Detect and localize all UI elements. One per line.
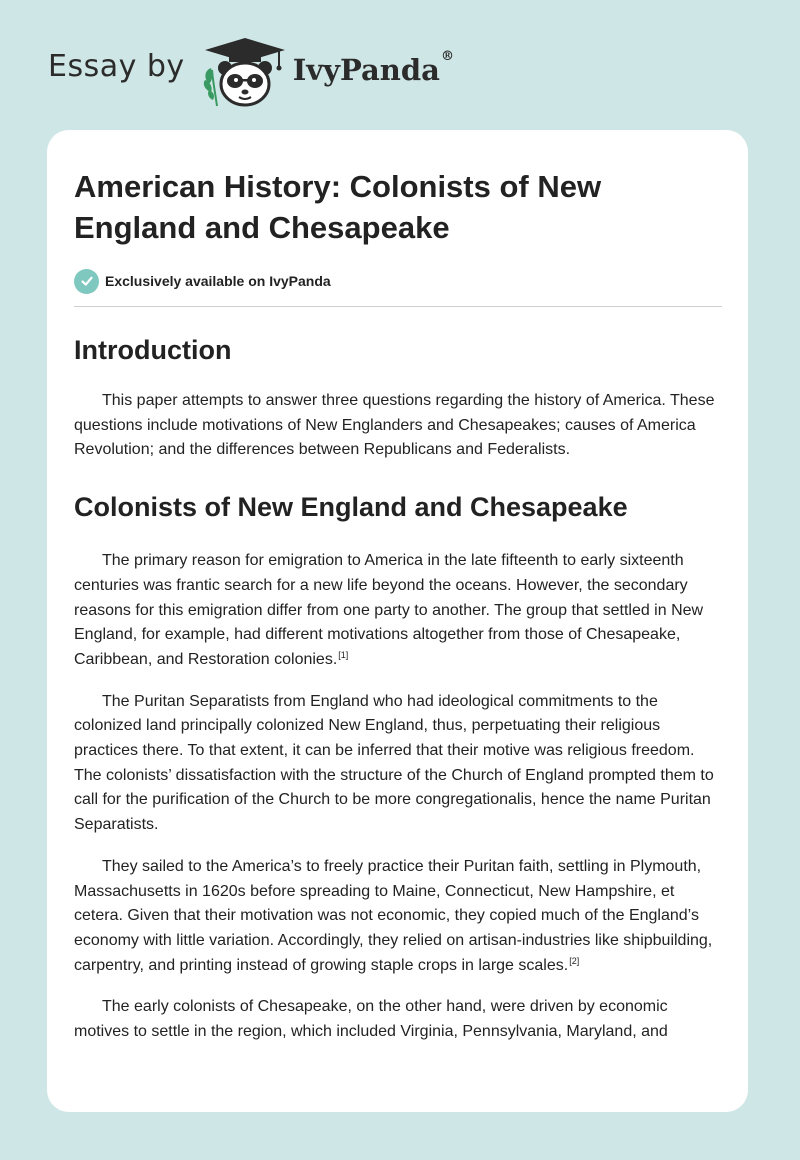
section-heading-introduction: Introduction	[74, 335, 232, 365]
exclusive-badge	[74, 268, 722, 294]
brand-name	[292, 49, 454, 87]
brand-prefix: Essay by	[48, 48, 185, 84]
paragraph	[74, 690, 722, 838]
leaf-icon	[204, 68, 217, 106]
check-icon	[74, 269, 99, 294]
panda-logo-icon	[199, 34, 291, 110]
paragraph-text: The early colonists of Chesapeake, on the other hand, were driven by economic motives to settle in the region, which included Virginia, Pennsylvania, Maryland, and	[74, 998, 668, 1041]
paragraph-text: This paper attempts to answer three questions regarding the history of America. These questions include motivations of New Englanders and Chesapeakes; causes of America Revolution; and the differences between Republicans and Federalists.	[74, 392, 715, 459]
essay-card	[47, 130, 748, 1112]
brand-name-text: IvyPanda	[292, 53, 440, 87]
brand-header[interactable]	[48, 34, 454, 110]
section-heading-colonists: Colonists of New England and Chesapeake	[74, 492, 628, 523]
paragraph	[74, 389, 722, 463]
footnote-ref[interactable]: [1]	[338, 649, 349, 660]
paragraph	[74, 995, 722, 1044]
footnote-ref[interactable]: [2]	[569, 955, 580, 966]
paragraph	[74, 549, 722, 673]
divider	[74, 306, 722, 307]
paragraph	[74, 855, 722, 979]
paragraph-text: The primary reason for emigration to America in the late fifteenth to early sixteenth centuries was frantic search for a new life beyond the oceans. However, the secondary reasons for this emigration differ from one party to another. The group that settled in New England, for example, had different motivations altogether from those of Chesapeake, Caribbean, and Restoration colonies.	[74, 552, 704, 668]
exclusive-label: Exclusively available on IvyPanda	[105, 273, 331, 289]
paragraph-text: They sailed to the America’s to freely practice their Puritan faith, settling in Plymouth, Massachusetts in 1620s before spreading to Maine, Connecticut, New Hampshire, et cetera. Given that their motivation was not economic, they copied much of the England’s economy with little variation. Accordingly, they relied on artisan-industries like shipbuilding, carpentry, and printing instead of growing staple crops in large scales.	[74, 857, 713, 974]
essay-title: American History: Colonists of New England and Chesapeake	[74, 169, 602, 245]
registered-mark: ®	[440, 49, 454, 64]
paragraph-text: The Puritan Separatists from England who had ideological commitments to the colonized land principally colonized New England, thus, perpetuating their religious practices there. To that extent, it can be inferred that their motive was religious freedom. The colonists’ dissatisfaction with the structure of the Church of England prompted them to call for the purification of the Church to be more congregationalis, hence the name Puritan Separatists.	[74, 692, 714, 834]
